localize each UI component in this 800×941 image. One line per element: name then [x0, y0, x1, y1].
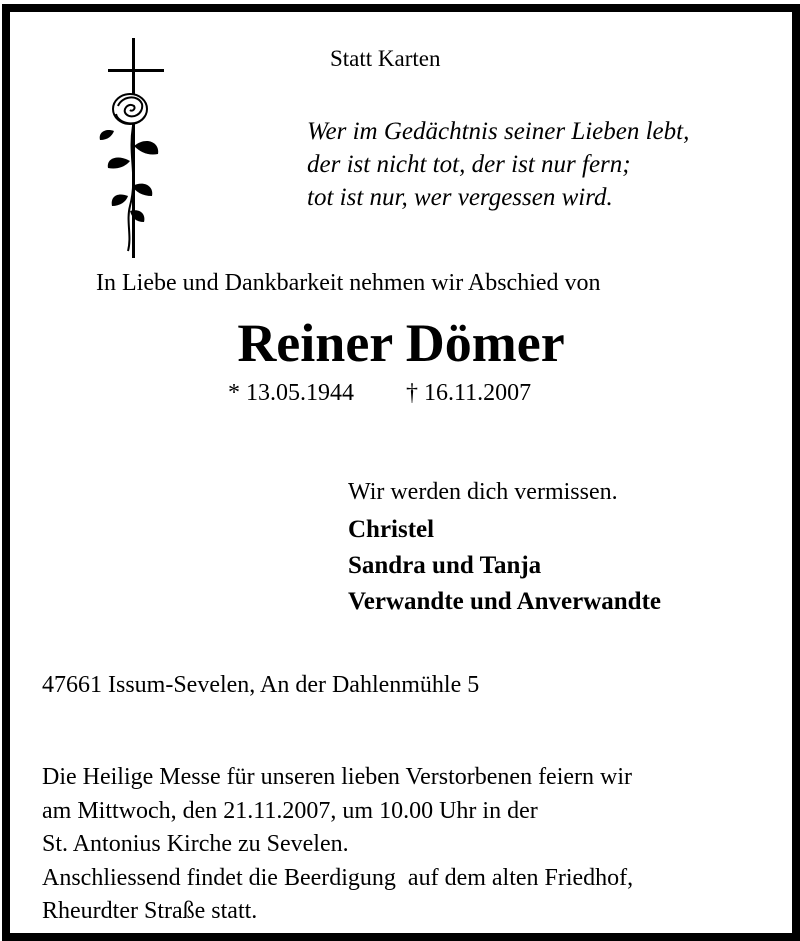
service-line: Die Heilige Messe für unseren lieben Verstorbenen feiern wir — [42, 764, 633, 790]
farewell-intro: In Liebe und Dankbarkeit nehmen wir Abschied von — [96, 270, 601, 296]
service-line: Anschliessend findet die Beerdigung auf dem alten Friedhof, — [42, 864, 634, 891]
poem-line: der ist nicht tot, der ist nur fern; — [307, 151, 631, 178]
family-address: 47661 Issum-Sevelen, An der Dahlenmühle 5 — [42, 672, 480, 698]
statt-karten-label: Statt Karten — [330, 46, 441, 71]
birth-date: * 13.05.1944 — [228, 380, 354, 406]
obituary-notice — [2, 4, 800, 941]
mourners-list — [348, 512, 661, 620]
death-date: † 16.11.2007 — [406, 380, 532, 406]
mourner-name: Verwandte und Anverwandte — [348, 588, 662, 615]
service-announcement — [42, 761, 633, 929]
poem-line: Wer im Gedächtnis seiner Lieben lebt, — [307, 118, 690, 145]
service-line: am Mittwoch, den 21.11.2007, um 10.00 Uhr in der — [42, 797, 538, 824]
memorial-poem — [307, 115, 777, 214]
deceased-name: Reiner Dömer — [237, 313, 565, 373]
service-line: Rheurdter Straße statt. — [42, 898, 258, 924]
service-line: St. Antonius Kirche zu Sevelen. — [42, 831, 349, 857]
cross-with-rose-icon — [88, 36, 168, 261]
mourner-name: Christel — [348, 516, 435, 543]
closing-line: Wir werden dich vermissen. — [348, 479, 618, 505]
mourner-name: Sandra und Tanja — [348, 552, 542, 579]
poem-line: tot ist nur, wer vergessen wird. — [307, 184, 613, 211]
life-dates — [228, 380, 531, 407]
